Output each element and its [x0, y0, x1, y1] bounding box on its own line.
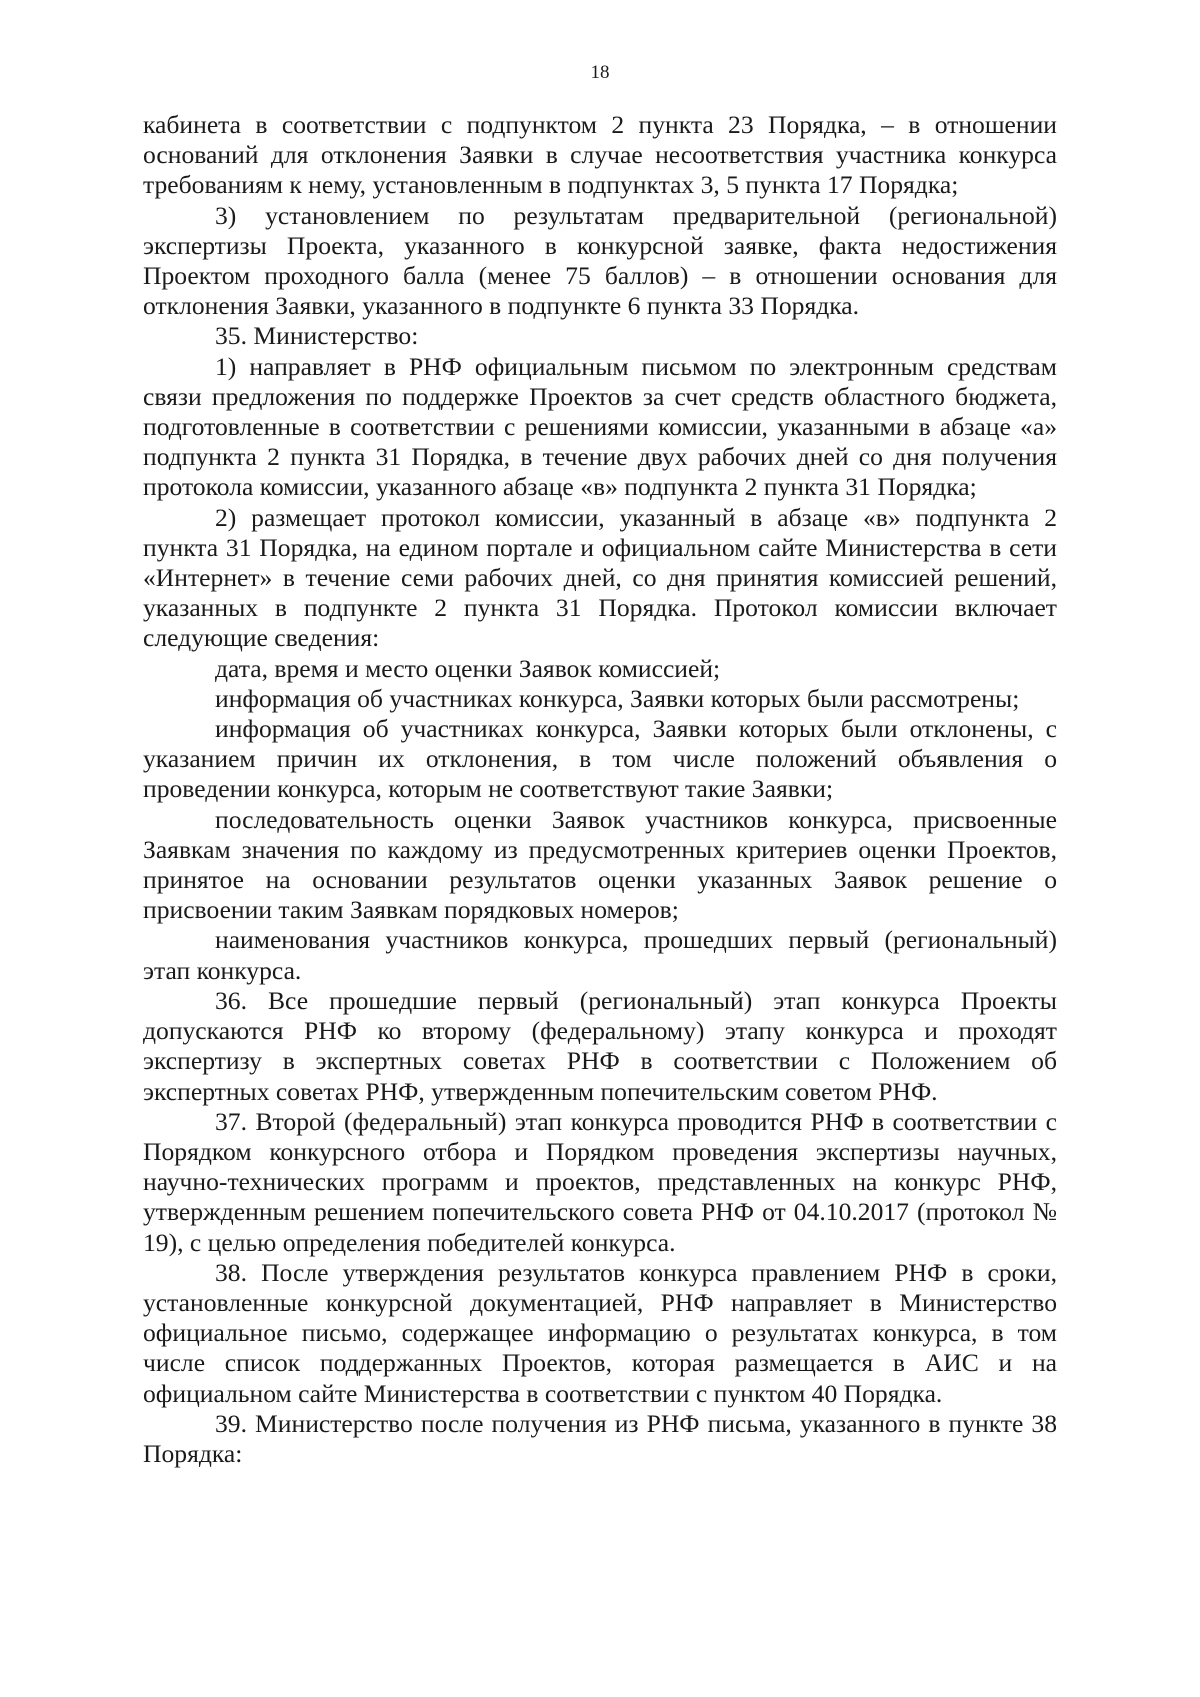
- paragraph-section-36: 36. Все прошедшие первый (региональный) этап конкурса Проекты допускаются РНФ ко второму (федеральному) этапу конкурса и проходят экспертизу в экспертных советах РНФ в соответствии с Положением об экспертных советах РНФ, утвержденным попечительским советом РНФ.: [143, 985, 1057, 1106]
- paragraph-protocol-rejected: информация об участниках конкурса, Заявки которых были отклонены, с указанием причин их отклонения, в том числе положений объявления о проведении конкурса, которым не соответствуют такие Заявки;: [143, 714, 1057, 804]
- paragraph-item-3: 3) установлением по результатам предварительной (региональной) экспертизы Проекта, указанного в конкурсной заявке, факта недостижения Проектом проходного балла (менее 75 баллов) – в отношении основания для отклонения Заявки, указанного в подпункте 6 пункта 33 Порядка.: [143, 200, 1057, 321]
- document-body: [143, 110, 1057, 1469]
- paragraph-protocol-sequence: последовательность оценки Заявок участников конкурса, присвоенные Заявкам значения по каждому из предусмотренных критериев оценки Проектов, принятое на основании результатов оценки указанных Заявок решение о присвоении таким Заявкам порядковых номеров;: [143, 804, 1057, 925]
- paragraph-protocol-names: наименования участников конкурса, прошедших первый (региональный) этап конкурса.: [143, 925, 1057, 985]
- paragraph-section-38: 38. После утверждения результатов конкурса правлением РНФ в сроки, установленные конкурсной документацией, РНФ направляет в Министерство официальное письмо, содержащее информацию о результатах конкурса, в том числе список поддержанных Проектов, которая размещается в АИС и на официальном сайте Министерства в соответствии с пунктом 40 Порядка.: [143, 1257, 1057, 1408]
- paragraph-section-35: 35. Министерство:: [215, 321, 419, 351]
- paragraph-protocol-date: дата, время и место оценки Заявок комиссией;: [215, 653, 721, 683]
- paragraph-section-39: 39. Министерство после получения из РНФ письма, указанного в пункте 38 Порядка:: [143, 1408, 1057, 1468]
- paragraph-item-35-1: 1) направляет в РНФ официальным письмом по электронным средствам связи предложения по поддержке Проектов за счет средств областного бюджета, подготовленные в соответствии с решениями комиссии, указанными в абзаце «а» подпункта 2 пункта 31 Порядка, в течение двух рабочих дней со дня получения протокола комиссии, указанного абзаце «в» подпункта 2 пункта 31 Порядка;: [143, 351, 1057, 502]
- paragraph-continuation: кабинета в соответствии с подпунктом 2 пункта 23 Порядка, – в отношении оснований для отклонения Заявки в случае несоответствия участника конкурса требованиям к нему, установленным в подпунктах 3, 5 пункта 17 Порядка;: [143, 110, 1057, 200]
- paragraph-section-37: 37. Второй (федеральный) этап конкурса проводится РНФ в соответствии с Порядком конкурсного отбора и Порядком проведения экспертизы научных, научно-технических программ и проектов, представленных на конкурс РНФ, утвержденным решением попечительского совета РНФ от 04.10.2017 (протокол № 19), с целью определения победителей конкурса.: [143, 1106, 1057, 1257]
- paragraph-item-35-2: 2) размещает протокол комиссии, указанный в абзаце «в» подпункта 2 пункта 31 Порядка, на едином портале и официальном сайте Министерства в сети «Интернет» в течение семи рабочих дней, со дня принятия комиссией решений, указанных в подпункте 2 пункта 31 Порядка. Протокол комиссии включает следующие сведения:: [143, 502, 1057, 653]
- paragraph-protocol-reviewed: информация об участниках конкурса, Заявки которых были рассмотрены;: [215, 683, 1020, 713]
- page-number: 18: [590, 62, 610, 83]
